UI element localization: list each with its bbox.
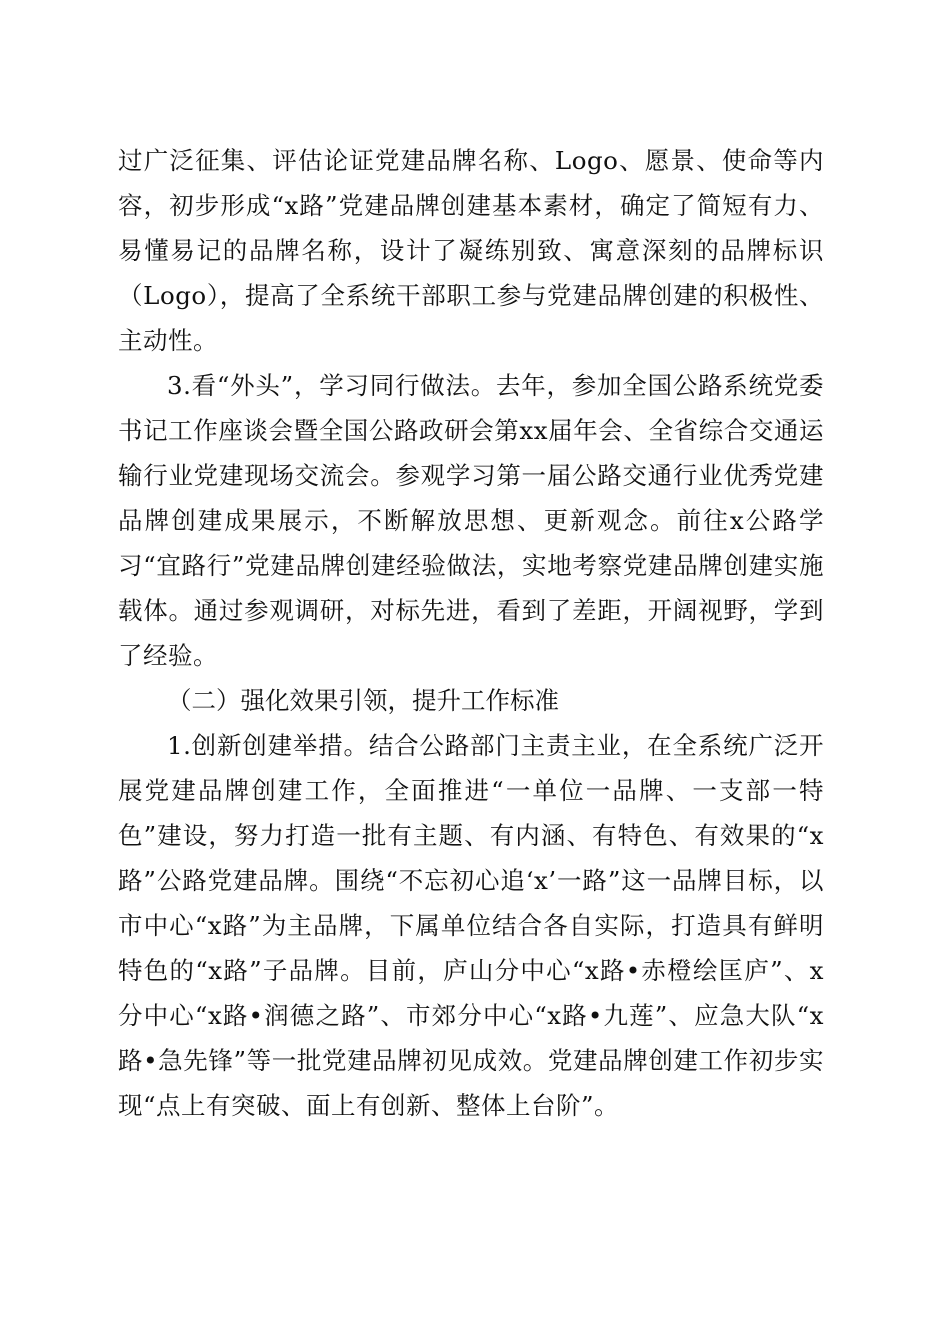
paragraph-continuation: 过广泛征集、评估论证党建品牌名称、Logo、愿景、使命等内容，初步形成“x路”党建品牌创建基本素材，确定了简短有力、易懂易记的品牌名称，设计了凝练别致、寓意深刻的品牌标识（Logo），提高了全系统干部职工参与党建品牌创建的积极性、主动性。: [118, 146, 824, 355]
document-body: [118, 138, 824, 1128]
paragraph-item-3: 3.看“外头”，学习同行做法。去年，参加全国公路系统党委书记工作座谈会暨全国公路政研会第xx届年会、全省综合交通运输行业党建现场交流会。参观学习第一届公路交通行业优秀党建品牌创建成果展示，不断解放思想、更新观念。前往x公路学习“宜路行”党建品牌创建经验做法，实地考察党建品牌创建实施载体。通过参观调研，对标先进，看到了差距，开阔视野，学到了经验。: [118, 371, 824, 670]
section-heading: （二）强化效果引领，提升工作标准: [167, 686, 559, 715]
paragraph-item-1: 1.创新创建举措。结合公路部门主责主业，在全系统广泛开展党建品牌创建工作，全面推进“一单位一品牌、一支部一特色”建设，努力打造一批有主题、有内涵、有特色、有效果的“x路”公路党建品牌。围绕“不忘初心追‘x’一路”这一品牌目标，以市中心“x路”为主品牌，下属单位结合各自实际，打造具有鲜明特色的“x路”子品牌。目前，庐山分中心“x路•赤橙绘匡庐”、x分中心“x路•润德之路”、市郊分中心“x路•九莲”、应急大队“x路•急先锋”等一批党建品牌初见成效。党建品牌创建工作初步实现“点上有突破、面上有创新、整体上台阶”。: [118, 731, 824, 1120]
